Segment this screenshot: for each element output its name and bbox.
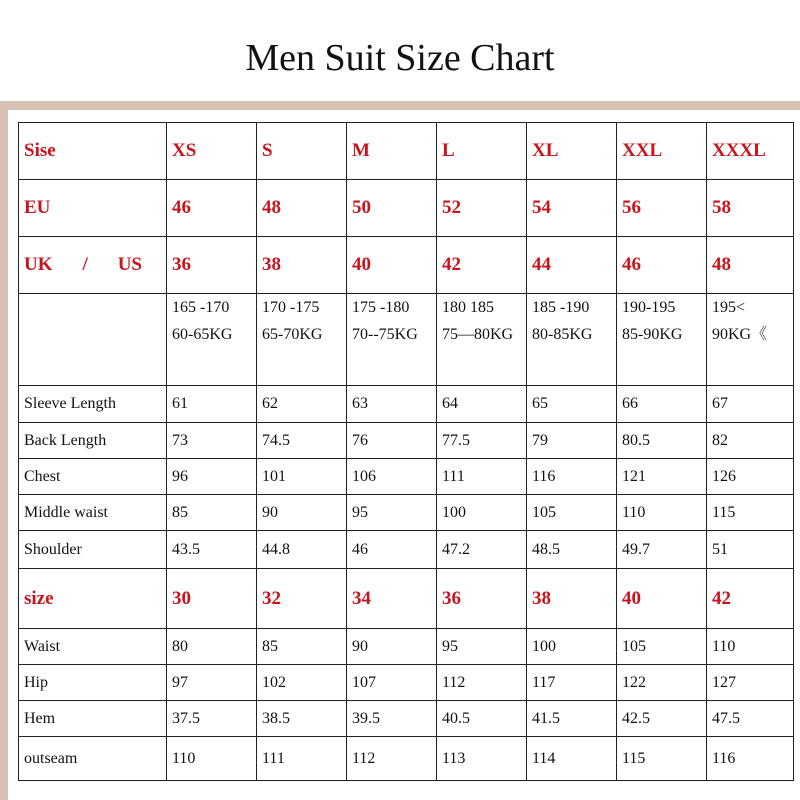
pants-size-cell: 32 xyxy=(257,569,347,629)
value-cell: 121 xyxy=(617,459,707,495)
eu-cell: 52 xyxy=(437,180,527,237)
value-cell: 96 xyxy=(167,459,257,495)
size-header-cell: L xyxy=(437,123,527,180)
pants-row xyxy=(19,629,794,665)
value-cell: 116 xyxy=(527,459,617,495)
weight-range: 70--75KG xyxy=(352,326,418,343)
ukus-cell: 46 xyxy=(617,237,707,294)
height-weight-row xyxy=(19,294,794,386)
eu-cell: 54 xyxy=(527,180,617,237)
jacket-row xyxy=(19,495,794,531)
size-header-cell: S xyxy=(257,123,347,180)
ukus-cell: 42 xyxy=(437,237,527,294)
height-range: 195< xyxy=(712,299,746,316)
height-range: 180 185 xyxy=(442,299,494,316)
pants-size-cell: 30 xyxy=(167,569,257,629)
height-weight-cell xyxy=(437,294,527,386)
value-cell: 74.5 xyxy=(257,423,347,459)
value-cell: 46 xyxy=(347,531,437,569)
ukus-cell: 36 xyxy=(167,237,257,294)
row-label: Middle waist xyxy=(19,495,167,531)
row-label: Shoulder xyxy=(19,531,167,569)
value-cell: 42.5 xyxy=(617,701,707,737)
value-cell: 67 xyxy=(707,386,794,423)
value-cell: 65 xyxy=(527,386,617,423)
value-cell: 51 xyxy=(707,531,794,569)
height-weight-label xyxy=(19,294,167,386)
ukus-cell: 48 xyxy=(707,237,794,294)
ukus-label xyxy=(19,237,167,294)
ukus-label-group xyxy=(24,254,166,276)
size-chart-table xyxy=(18,122,794,781)
value-cell: 63 xyxy=(347,386,437,423)
value-cell: 102 xyxy=(257,665,347,701)
value-cell: 47.2 xyxy=(437,531,527,569)
value-cell: 105 xyxy=(617,629,707,665)
value-cell: 122 xyxy=(617,665,707,701)
pants-size-label: size xyxy=(19,569,167,629)
value-cell: 85 xyxy=(167,495,257,531)
value-cell: 90 xyxy=(257,495,347,531)
value-cell: 116 xyxy=(707,737,794,781)
value-cell: 39.5 xyxy=(347,701,437,737)
size-label: Sise xyxy=(19,123,167,180)
row-label: Hem xyxy=(19,701,167,737)
chart-frame xyxy=(0,101,800,800)
ukus-label-part: UK xyxy=(24,254,53,275)
height-weight-cell xyxy=(257,294,347,386)
height-range: 190-195 xyxy=(622,299,676,316)
value-cell: 97 xyxy=(167,665,257,701)
header-row xyxy=(19,123,794,180)
value-cell: 111 xyxy=(437,459,527,495)
value-cell: 114 xyxy=(527,737,617,781)
value-cell: 62 xyxy=(257,386,347,423)
ukus-label-part: / xyxy=(82,254,88,275)
ukus-cell: 38 xyxy=(257,237,347,294)
value-cell: 76 xyxy=(347,423,437,459)
pants-size-cell: 38 xyxy=(527,569,617,629)
value-cell: 115 xyxy=(617,737,707,781)
value-cell: 115 xyxy=(707,495,794,531)
row-label: outseam xyxy=(19,737,167,781)
value-cell: 44.8 xyxy=(257,531,347,569)
value-cell: 64 xyxy=(437,386,527,423)
eu-label: EU xyxy=(19,180,167,237)
value-cell: 110 xyxy=(167,737,257,781)
row-label: Waist xyxy=(19,629,167,665)
eu-cell: 50 xyxy=(347,180,437,237)
weight-range: 65-70KG xyxy=(262,326,323,343)
eu-cell: 48 xyxy=(257,180,347,237)
value-cell: 47.5 xyxy=(707,701,794,737)
pants-size-row xyxy=(19,569,794,629)
pants-size-cell: 34 xyxy=(347,569,437,629)
value-cell: 80 xyxy=(167,629,257,665)
weight-range: 90KG《 xyxy=(712,326,768,343)
height-range: 185 -190 xyxy=(532,299,590,316)
size-header-cell: XXL xyxy=(617,123,707,180)
value-cell: 37.5 xyxy=(167,701,257,737)
pants-row xyxy=(19,737,794,781)
chart-sheet xyxy=(8,110,800,800)
value-cell: 61 xyxy=(167,386,257,423)
size-header-cell: XL xyxy=(527,123,617,180)
height-range: 170 -175 xyxy=(262,299,320,316)
value-cell: 117 xyxy=(527,665,617,701)
value-cell: 82 xyxy=(707,423,794,459)
eu-cell: 46 xyxy=(167,180,257,237)
value-cell: 111 xyxy=(257,737,347,781)
value-cell: 101 xyxy=(257,459,347,495)
value-cell: 110 xyxy=(617,495,707,531)
row-label: Sleeve Length xyxy=(19,386,167,423)
height-weight-cell xyxy=(167,294,257,386)
ukus-row xyxy=(19,237,794,294)
height-weight-cell xyxy=(707,294,794,386)
ukus-cell: 40 xyxy=(347,237,437,294)
ukus-cell: 44 xyxy=(527,237,617,294)
value-cell: 107 xyxy=(347,665,437,701)
value-cell: 127 xyxy=(707,665,794,701)
jacket-row xyxy=(19,386,794,423)
pants-size-cell: 42 xyxy=(707,569,794,629)
ukus-label-part: US xyxy=(117,254,142,275)
value-cell: 112 xyxy=(347,737,437,781)
eu-cell: 58 xyxy=(707,180,794,237)
value-cell: 95 xyxy=(347,495,437,531)
weight-range: 60-65KG xyxy=(172,326,233,343)
value-cell: 40.5 xyxy=(437,701,527,737)
value-cell: 48.5 xyxy=(527,531,617,569)
size-header-cell: M xyxy=(347,123,437,180)
pants-size-cell: 40 xyxy=(617,569,707,629)
value-cell: 100 xyxy=(437,495,527,531)
value-cell: 110 xyxy=(707,629,794,665)
value-cell: 49.7 xyxy=(617,531,707,569)
pants-row xyxy=(19,665,794,701)
value-cell: 43.5 xyxy=(167,531,257,569)
value-cell: 100 xyxy=(527,629,617,665)
value-cell: 105 xyxy=(527,495,617,531)
jacket-row xyxy=(19,531,794,569)
pants-size-cell: 36 xyxy=(437,569,527,629)
value-cell: 90 xyxy=(347,629,437,665)
value-cell: 73 xyxy=(167,423,257,459)
eu-row xyxy=(19,180,794,237)
jacket-row xyxy=(19,459,794,495)
jacket-row xyxy=(19,423,794,459)
row-label: Chest xyxy=(19,459,167,495)
pants-row xyxy=(19,701,794,737)
size-header-cell: XXXL xyxy=(707,123,794,180)
value-cell: 95 xyxy=(437,629,527,665)
weight-range: 80-85KG xyxy=(532,326,593,343)
value-cell: 112 xyxy=(437,665,527,701)
height-range: 175 -180 xyxy=(352,299,410,316)
value-cell: 126 xyxy=(707,459,794,495)
value-cell: 77.5 xyxy=(437,423,527,459)
size-header-cell: XS xyxy=(167,123,257,180)
height-weight-cell xyxy=(347,294,437,386)
value-cell: 38.5 xyxy=(257,701,347,737)
value-cell: 113 xyxy=(437,737,527,781)
weight-range: 75—80KG xyxy=(442,326,514,343)
height-weight-cell xyxy=(617,294,707,386)
page-title: Men Suit Size Chart xyxy=(245,37,555,79)
value-cell: 79 xyxy=(527,423,617,459)
value-cell: 85 xyxy=(257,629,347,665)
height-weight-cell xyxy=(527,294,617,386)
row-label: Hip xyxy=(19,665,167,701)
eu-cell: 56 xyxy=(617,180,707,237)
height-range: 165 -170 xyxy=(172,299,230,316)
row-label: Back Length xyxy=(19,423,167,459)
weight-range: 85-90KG xyxy=(622,326,683,343)
value-cell: 41.5 xyxy=(527,701,617,737)
value-cell: 80.5 xyxy=(617,423,707,459)
value-cell: 106 xyxy=(347,459,437,495)
value-cell: 66 xyxy=(617,386,707,423)
